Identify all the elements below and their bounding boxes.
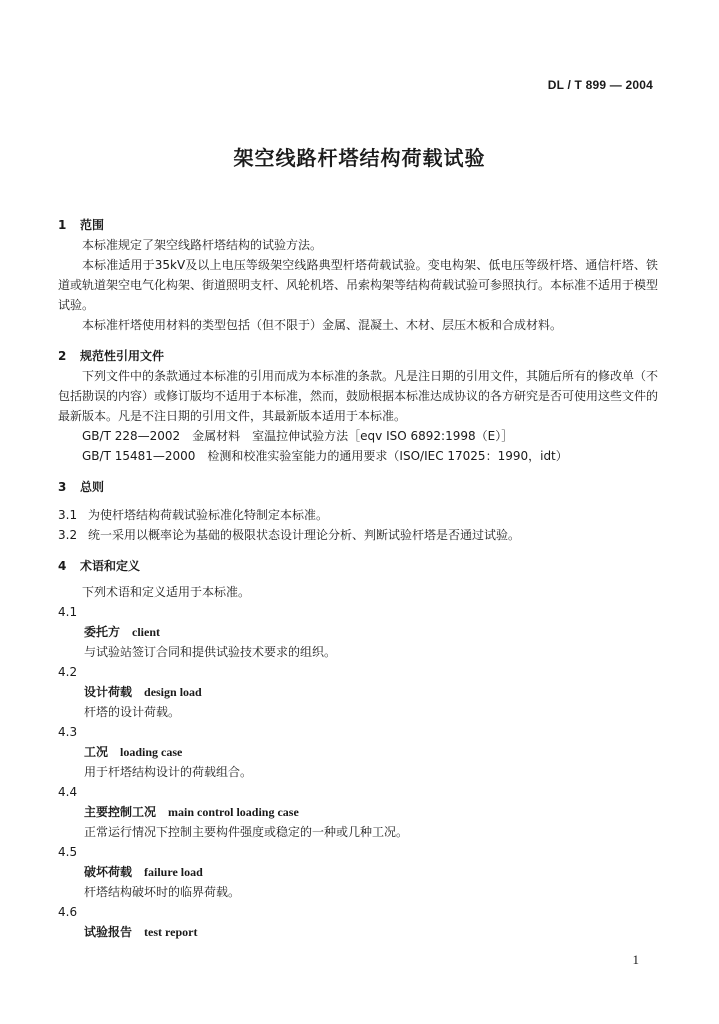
term-en: main control loading case bbox=[168, 805, 299, 819]
term-number: 4.1 bbox=[58, 605, 78, 619]
document-title: 架空线路杆塔结构荷载试验 bbox=[233, 146, 486, 170]
term-zh: 工况 bbox=[84, 745, 109, 759]
section-number: 2 bbox=[58, 349, 67, 363]
term-definition: 杆塔结构破坏时的临界荷载。 bbox=[84, 885, 241, 899]
term-entry bbox=[58, 782, 658, 842]
term-entry bbox=[58, 662, 658, 722]
general-items bbox=[58, 505, 658, 545]
section-number: 3 bbox=[58, 480, 67, 494]
term-number: 4.6 bbox=[58, 905, 78, 919]
term-definition: 杆塔的设计荷载。 bbox=[84, 705, 181, 719]
clause-number: 3.2 bbox=[58, 528, 78, 542]
section-title: 范围 bbox=[80, 218, 105, 232]
clause-text: 为使杆塔结构荷载试验标准化特制定本标准。 bbox=[88, 508, 329, 522]
term-zh: 破坏荷载 bbox=[84, 865, 133, 879]
term-name bbox=[58, 622, 658, 642]
term-name bbox=[58, 682, 658, 702]
page-number: 1 bbox=[632, 952, 639, 967]
clause-item bbox=[58, 525, 658, 545]
term-number: 4.3 bbox=[58, 725, 78, 739]
scope-paragraph: 本标准杆塔使用材料的类型包括（但不限于）金属、混凝土、木材、层压木板和合成材料。 bbox=[82, 318, 563, 332]
reference-item: GB/T 228—2002 金属材料 室温拉伸试验方法［eqv ISO 6892:1998（E）］ bbox=[82, 429, 514, 443]
section-title: 术语和定义 bbox=[80, 559, 141, 573]
term-entry bbox=[58, 842, 658, 902]
term-name bbox=[58, 802, 658, 822]
term-name bbox=[58, 862, 658, 882]
reference-item: GB/T 15481—2000 检测和校准实验室能力的通用要求（ISO/IEC 17025：1990，idt） bbox=[82, 449, 568, 463]
term-zh: 设计荷载 bbox=[84, 685, 133, 699]
term-definition: 用于杆塔结构设计的荷载组合。 bbox=[84, 765, 253, 779]
clause-item bbox=[58, 505, 658, 525]
document-body bbox=[58, 215, 658, 942]
section-number: 4 bbox=[58, 559, 67, 573]
standard-number: DL / T 899 — 2004 bbox=[547, 78, 653, 92]
term-en: test report bbox=[144, 925, 198, 939]
term-en: design load bbox=[144, 685, 202, 699]
section-heading-scope bbox=[58, 215, 658, 235]
term-en: failure load bbox=[144, 865, 203, 879]
term-zh: 主要控制工况 bbox=[84, 805, 157, 819]
term-entry bbox=[58, 722, 658, 782]
section-heading-normative-references bbox=[58, 346, 658, 366]
term-zh: 委托方 bbox=[84, 625, 121, 639]
term-name bbox=[58, 742, 658, 762]
section-heading-general bbox=[58, 477, 658, 497]
term-name bbox=[58, 922, 658, 942]
clause-text: 统一采用以概率论为基础的极限状态设计理论分析、判断试验杆塔是否通过试验。 bbox=[88, 528, 521, 542]
term-en: client bbox=[132, 625, 161, 639]
section-number: 1 bbox=[58, 218, 67, 232]
term-zh: 试验报告 bbox=[84, 925, 133, 939]
term-definition: 与试验站签订合同和提供试验技术要求的组织。 bbox=[84, 645, 337, 659]
section-title: 总则 bbox=[80, 480, 105, 494]
term-entry bbox=[58, 902, 658, 942]
term-number: 4.5 bbox=[58, 845, 78, 859]
terms-intro: 下列术语和定义适用于本标准。 bbox=[82, 585, 251, 599]
references-paragraph: 下列文件中的条款通过本标准的引用而成为本标准的条款。凡是注日期的引用文件，其随后所有的修改单（不包括勘误的内容）或修订版均不适用于本标准，然而，鼓励根据本标准达成协议的各方研究是否可使用这些文件的最新版本。凡是不注日期的引用文件，其最新版本适用于本标准。 bbox=[58, 369, 659, 423]
term-definition: 正常运行情况下控制主要构件强度或稳定的一种或几种工况。 bbox=[84, 825, 409, 839]
scope-paragraph: 本标准适用于35kV及以上电压等级架空线路典型杆塔荷载试验。变电构架、低电压等级杆塔、通信杆塔、铁道或轨道架空电气化构架、街道照明支杆、风轮机塔、吊索构架等结构荷载试验可参照执行。本标准不适用于模型试验。 bbox=[58, 258, 659, 312]
scope-paragraph: 本标准规定了架空线路杆塔结构的试验方法。 bbox=[82, 238, 323, 252]
term-number: 4.2 bbox=[58, 665, 78, 679]
section-title: 规范性引用文件 bbox=[80, 349, 165, 363]
clause-number: 3.1 bbox=[58, 508, 78, 522]
term-en: loading case bbox=[120, 745, 183, 759]
term-entry bbox=[58, 602, 658, 662]
section-heading-terms bbox=[58, 556, 658, 576]
term-number: 4.4 bbox=[58, 785, 78, 799]
